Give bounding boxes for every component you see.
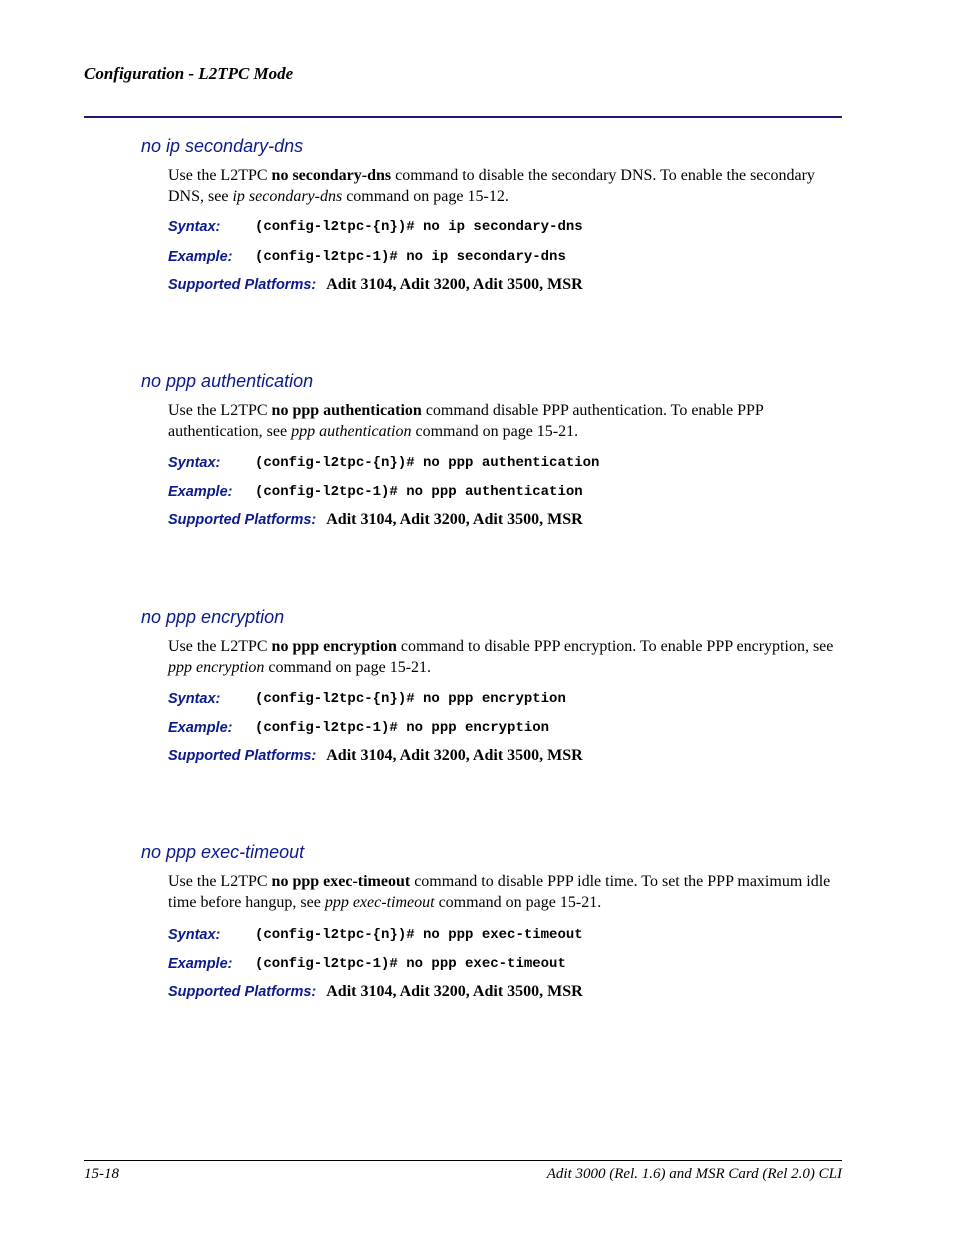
syntax-code: (config-l2tpc-{n})# no ppp authentication <box>255 455 600 471</box>
syntax-label: Syntax: <box>168 219 221 235</box>
section-description: Use the L2TPC no ppp authentication command disable PPP authentication. To enable PPP authentication, see ppp authentication command on page 15-21. <box>168 402 764 440</box>
syntax-code: (config-l2tpc-{n})# no ppp exec-timeout <box>255 927 583 943</box>
command-name: no secondary-dns <box>271 167 392 184</box>
syntax-label: Syntax: <box>168 455 221 471</box>
command-name: no ppp authentication <box>271 402 422 419</box>
section-description: Use the L2TPC no secondary-dns command to disable the secondary DNS. To enable the secondary DNS, see ip secondary-dns command on page 15-12. <box>168 167 815 205</box>
platforms-value: Adit 3104, Adit 3200, Adit 3500, MSR <box>326 511 583 528</box>
syntax-row <box>168 690 566 708</box>
section-title: no ppp exec-timeout <box>141 842 305 862</box>
example-row <box>168 955 566 973</box>
header-rule <box>84 116 842 118</box>
section-title: no ip secondary-dns <box>141 136 304 156</box>
section-description: Use the L2TPC no ppp encryption command to disable PPP encryption. To enable PPP encryption, see ppp encryption command on page 15-21. <box>168 638 834 676</box>
platforms-value: Adit 3104, Adit 3200, Adit 3500, MSR <box>326 983 583 1000</box>
platforms-value: Adit 3104, Adit 3200, Adit 3500, MSR <box>326 747 583 764</box>
command-name: no ppp exec-timeout <box>271 873 411 890</box>
platforms-row <box>168 276 583 294</box>
command-reference: ppp authentication <box>291 422 412 440</box>
command-reference: ppp encryption <box>168 658 265 676</box>
syntax-label: Syntax: <box>168 691 221 707</box>
example-code: (config-l2tpc-1)# no ppp exec-timeout <box>255 956 566 972</box>
platforms-label: Supported Platforms: <box>168 277 317 293</box>
platforms-label: Supported Platforms: <box>168 984 317 1000</box>
example-code: (config-l2tpc-1)# no ppp encryption <box>255 720 550 736</box>
command-reference: ppp exec-timeout <box>324 893 435 911</box>
platforms-row <box>168 511 583 529</box>
platforms-value: Adit 3104, Adit 3200, Adit 3500, MSR <box>326 276 583 293</box>
syntax-row <box>168 218 583 236</box>
footer-rule <box>84 1160 842 1161</box>
section-title: no ppp authentication <box>141 371 314 391</box>
example-label: Example: <box>168 720 233 736</box>
example-row <box>168 483 583 501</box>
example-code: (config-l2tpc-1)# no ip secondary-dns <box>255 249 566 265</box>
syntax-row <box>168 926 583 944</box>
syntax-row <box>168 454 600 472</box>
example-label: Example: <box>168 484 233 500</box>
command-reference: ip secondary-dns <box>232 187 343 205</box>
platforms-row <box>168 747 583 765</box>
example-label: Example: <box>168 249 233 265</box>
section-title: no ppp encryption <box>141 607 285 627</box>
syntax-code: (config-l2tpc-{n})# no ppp encryption <box>255 691 566 707</box>
example-row <box>168 719 550 737</box>
document-title: Adit 3000 (Rel. 1.6) and MSR Card (Rel 2.0) CLI <box>546 1166 842 1182</box>
syntax-label: Syntax: <box>168 927 221 943</box>
page-number: 15-18 <box>84 1166 119 1182</box>
running-head: Configuration - L2TPC Mode <box>84 64 294 83</box>
platforms-label: Supported Platforms: <box>168 748 317 764</box>
example-row <box>168 248 566 266</box>
example-code: (config-l2tpc-1)# no ppp authentication <box>255 484 583 500</box>
example-label: Example: <box>168 956 233 972</box>
platforms-label: Supported Platforms: <box>168 512 317 528</box>
section-description: Use the L2TPC no ppp exec-timeout command to disable PPP idle time. To set the PPP maximum idle time before hangup, see ppp exec-timeout command on page 15-21. <box>168 873 831 911</box>
syntax-code: (config-l2tpc-{n})# no ip secondary-dns <box>255 219 583 235</box>
platforms-row <box>168 983 583 1001</box>
command-name: no ppp encryption <box>271 638 397 655</box>
